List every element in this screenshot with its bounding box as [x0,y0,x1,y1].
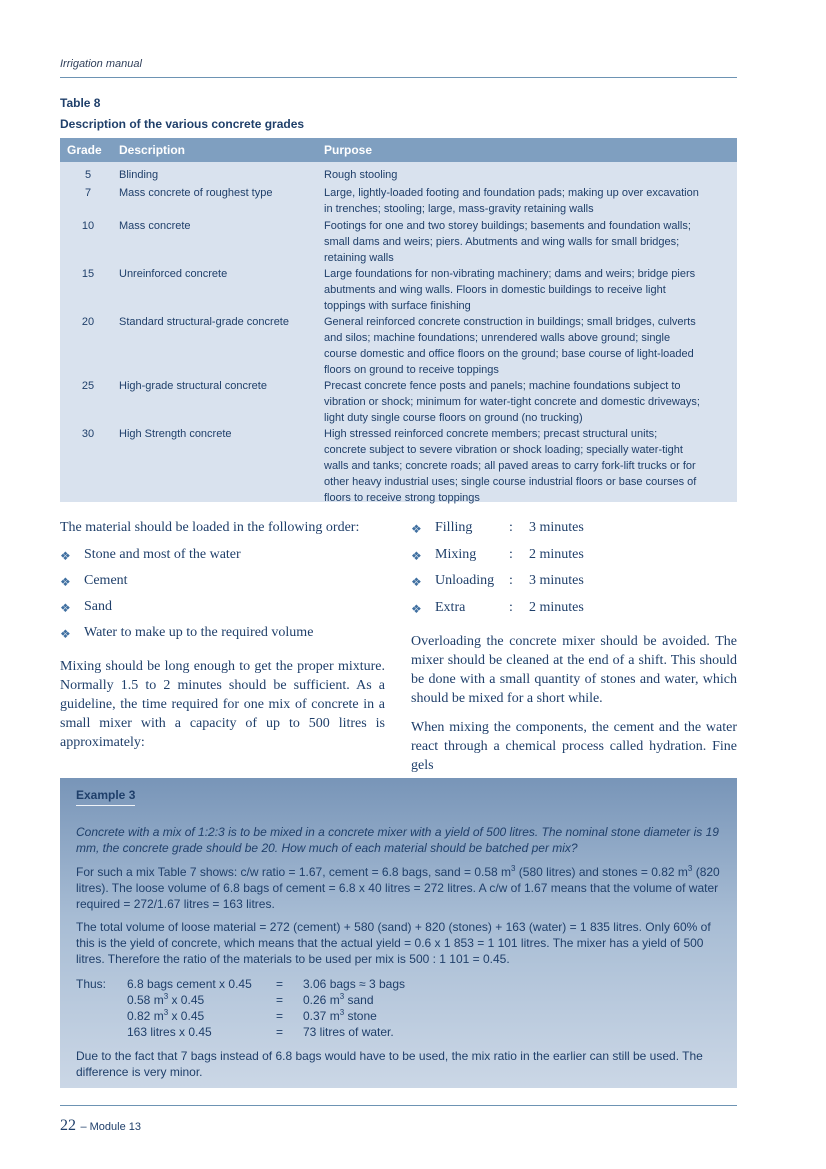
timing-item [411,571,737,598]
superscript: 3 [163,992,169,1001]
calc-text: sand [344,993,374,1007]
load-order-intro: The material should be loaded in the following order: [60,520,360,535]
list-item [60,545,385,571]
purpose-line: Rough stooling [324,169,398,181]
timing-item [411,518,737,545]
purpose-line: walls and tanks; concrete roads; all paved areas to carry fork-lift trucks or for [324,460,696,472]
calc-equals: = [276,977,284,991]
timing-colon: : [509,520,513,535]
module-label: – Module 13 [80,1121,141,1133]
running-header: Irrigation manual [60,58,142,70]
calc-equals: = [276,1009,284,1023]
description-cell: Mass concrete [119,220,191,232]
description-cell: Unreinforced concrete [119,268,228,280]
purpose-line: in trenches; stooling; large, mass-gravity retaining walls [324,203,594,215]
timing-colon: : [509,573,513,588]
left-column [60,518,385,762]
diamond-bullet-icon: ❖ [411,548,422,563]
superscript: 3 [163,1008,169,1017]
calc-right: 73 litres of water. [303,1025,394,1039]
calc-text: x 0.45 [168,1009,205,1023]
purpose-line: vibration or shock; minimum for water-tight concrete and domestic driveways; [324,396,700,408]
footer-divider [60,1105,737,1106]
page-footer [60,1117,141,1135]
page-number: 22 [60,1117,76,1134]
table-header-row [60,138,737,162]
timing-colon: : [509,546,513,562]
grade-cell: 25 [81,380,95,392]
calc-right: 3.06 bags ≈ 3 bags [303,977,405,991]
example-text: (580 litres) and stones = 0.82 m [515,865,688,879]
calc-left [127,1008,204,1024]
grade-cell: 5 [84,169,92,181]
superscript: 3 [339,992,345,1001]
example-paragraph: Due to the fact that 7 bags instead of 6.8 bags would have to be used, the mix ratio in the earlier can still be used. The difference is very minor. [76,1049,703,1079]
mixing-paragraph: Mixing should be long enough to get the proper mixture. Normally 1.5 to 2 minutes should be sufficient. As a guideline, the time required for one mix of concrete in a small mixer with a capacity of up to 500 litres is approximately: [60,659,385,750]
description-cell: High Strength concrete [119,428,232,440]
table-row [60,266,737,314]
description-cell: Standard structural-grade concrete [119,316,289,328]
purpose-cell [324,167,734,183]
diamond-bullet-icon: ❖ [60,601,71,615]
timing-label: Mixing [435,546,477,562]
list-item-text: Water to make up to the required volume [84,625,314,640]
diamond-bullet-icon: ❖ [411,522,422,536]
diamond-bullet-icon: ❖ [411,575,422,589]
example-paragraph: The total volume of loose material = 272 (cement) + 580 (sand) + 820 (stones) + 163 (water) = 1 835 litres. Only 60% of this is the yield of concrete, which means that the actual yield = 0.6 x 1 853 = 1 101 litres. The mixer has a yield of 500 litres. Therefore the ratio of the materials to be used per mix is 500 : 1 101 = 0.45. [76,920,711,966]
purpose-cell [324,185,734,217]
list-item [60,597,385,623]
calc-row [76,1024,722,1040]
purpose-line: Large foundations for non-vibrating machinery; dams and weirs; bridge piers [324,268,696,280]
grade-cell: 30 [81,428,95,440]
hydration-paragraph: When mixing the components, the cement and the water react through a chemical process called hydration. Fine gels [411,720,737,773]
description-cell: High-grade structural concrete [119,380,267,392]
example-title: Example 3 [76,788,135,806]
purpose-cell [324,314,734,378]
calc-label: Thus: [76,977,107,991]
timing-value: 2 minutes [529,546,584,562]
purpose-line: floors on ground to receive toppings [324,364,499,376]
calc-left: 6.8 bags cement x 0.45 [127,977,252,991]
purpose-line: Precast concrete fence posts and panels; machine foundations subject to [324,380,681,392]
header-grade: Grade [67,143,102,157]
list-item-text: Stone and most of the water [84,547,241,562]
timing-value: 3 minutes [529,520,584,535]
calc-text: 0.26 m [303,993,340,1007]
calc-equals: = [276,993,284,1007]
grade-cell: 15 [81,268,95,280]
example-question: Concrete with a mix of 1:2:3 is to be mixed in a concrete mixer with a yield of 500 litres. The nominal stone diameter is 19 mm, the concrete grade should be 20. How much of each material should be batched per mix? [76,825,719,855]
calc-left: 163 litres x 0.45 [127,1025,212,1039]
calc-text: x 0.45 [168,993,205,1007]
calc-text: stone [344,1009,377,1023]
table-caption: Table 8 [60,96,101,110]
purpose-cell [324,426,734,506]
purpose-line: toppings with surface finishing [324,300,471,312]
purpose-cell [324,378,734,426]
timing-value: 2 minutes [529,599,584,615]
header-description: Description [119,143,186,157]
purpose-line: light duty single course floors on ground (no trucking) [324,412,583,424]
list-item-text: Cement [84,573,128,588]
table-row [60,185,737,217]
purpose-line: Footings for one and two storey buildings; basements and foundation walls; [324,220,691,232]
list-item [60,571,385,597]
right-column [411,518,737,785]
timing-label: Unloading [435,573,495,588]
header-divider [60,77,737,78]
list-item-text: Sand [84,599,112,614]
purpose-line: abutments and wing walls. Floors in domestic buildings to receive light [324,284,666,296]
example-text: (820 litres). The loose volume of 6.8 bags of cement = 6.8 x 40 litres = 272 litres. A c/w of 1.67 means that the volume of water required = 272/1.67 litres = 163 litres. [76,865,720,911]
header-purpose: Purpose [324,143,373,157]
purpose-cell [324,266,734,314]
purpose-line: concrete subject to severe vibration or shock loading; specially water-tight [324,444,683,456]
concrete-grades-table [60,138,737,502]
diamond-bullet-icon: ❖ [60,549,71,563]
description-cell: Blinding [119,169,159,181]
table-row [60,167,737,183]
superscript: 3 [511,864,516,873]
table-row [60,426,737,506]
calc-equals: = [276,1025,284,1039]
diamond-bullet-icon: ❖ [60,575,71,589]
timing-item [411,598,737,625]
table-row [60,218,737,266]
table-row [60,314,737,378]
superscript: 3 [687,864,693,873]
table-body [60,162,737,506]
purpose-line: Large, lightly-loaded footing and foundation pads; making up over excavation [324,187,699,199]
timing-value: 3 minutes [529,573,584,588]
list-item [60,623,385,649]
purpose-line: course domestic and office floors on the ground; base course of light-loaded [324,348,694,360]
purpose-line: other heavy industrial uses; single course industrial floors or base courses of [324,476,697,488]
overloading-paragraph: Overloading the concrete mixer should be avoided. The mixer should be cleaned at the end of a shift. This should be done with a small quantity of stones and water, which should be mixed for a short while. [411,634,737,706]
purpose-line: High stressed reinforced concrete members; precast structural units; [324,428,658,440]
calc-text: 0.37 m [303,1009,340,1023]
calculation-block [76,976,722,1040]
diamond-bullet-icon: ❖ [411,601,422,616]
purpose-line: General reinforced concrete construction in buildings; small bridges, culverts [324,316,696,328]
calc-text: 0.82 m [127,1009,164,1023]
superscript: 3 [339,1008,345,1017]
purpose-line: small dams and weirs; piers. Abutments and wing walls for small bridges; [324,236,680,248]
calc-text: 0.58 m [127,993,164,1007]
timing-label: Filling [435,520,473,535]
timing-colon: : [509,599,513,615]
calc-right [303,1008,377,1024]
calc-row [76,992,722,1008]
calc-left [127,992,204,1008]
example-text: For such a mix Table 7 shows: c/w ratio = 1.67, cement = 6.8 bags, sand = 0.58 m [76,865,512,879]
timing-item [411,545,737,572]
calc-right [303,992,374,1008]
calc-row [76,976,722,992]
purpose-line: floors to receive strong toppings [324,492,480,504]
calc-row [76,1008,722,1024]
table-title: Description of the various concrete grades [60,117,305,131]
grade-cell: 10 [81,220,95,232]
grade-cell: 20 [81,316,95,328]
table-row [60,378,737,426]
diamond-bullet-icon: ❖ [60,627,71,641]
purpose-cell [324,218,734,266]
timing-label: Extra [435,599,466,615]
description-cell: Mass concrete of roughest type [119,187,273,199]
purpose-line: and silos; machine foundations; unrendered walls above ground; single [324,332,671,344]
example-box [60,778,737,1088]
example-paragraph [76,864,722,912]
purpose-line: retaining walls [324,252,394,264]
grade-cell: 7 [84,187,92,199]
